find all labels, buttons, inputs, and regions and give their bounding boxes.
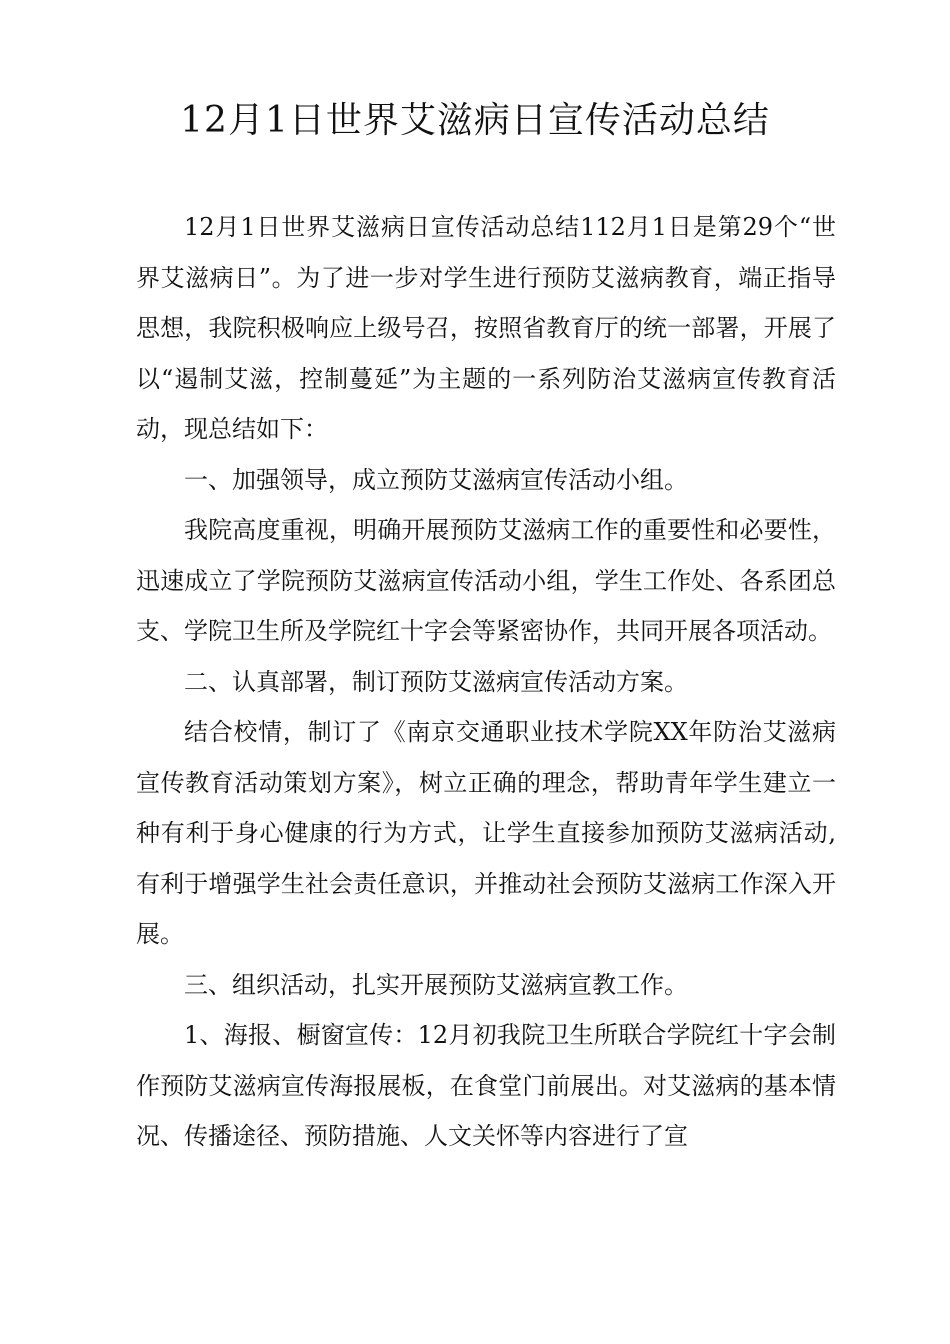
document-title: 12月1日世界艾滋病日宣传活动总结 bbox=[180, 100, 770, 141]
paragraph-intro: 12月1日世界艾滋病日宣传活动总结112月1日是第29个“世界艾滋病日”。为了进一步对学生进行预防艾滋病教育，端正指导思想，我院积极响应上级号召，按照省教育厅的统一部署，开展了以“遏制艾滋，控制蔓延”为主题的一系列防治艾滋病宣传教育活动，现总结如下： bbox=[136, 213, 836, 443]
paragraph-section-3-item-1: 1、海报、橱窗宣传：12月初我院卫生所联合学院红十字会制作预防艾滋病宣传海报展板，在食堂门前展出。对艾滋病的基本情况、传播途径、预防措施、人文关怀等内容进行了宣 bbox=[136, 1021, 836, 1150]
document-body bbox=[136, 202, 836, 1162]
section-heading-2: 二、认真部署，制订预防艾滋病宣传活动方案。 bbox=[184, 667, 688, 696]
paragraph-section-2: 结合校情，制订了《南京交通职业技术学院XX年防治艾滋病宣传教育活动策划方案》，树立正确的理念，帮助青年学生建立一种有利于身心健康的行为方式，让学生直接参加预防艾滋病活动,有利于增强学生社会责任意识，并推动社会预防艾滋病工作深入开展。 bbox=[136, 718, 836, 948]
section-heading-1: 一、加强领导，成立预防艾滋病宣传活动小组。 bbox=[184, 465, 688, 494]
section-heading-3: 三、组织活动，扎实开展预防艾滋病宣教工作。 bbox=[184, 970, 688, 999]
paragraph-section-1: 我院高度重视，明确开展预防艾滋病工作的重要性和必要性，迅速成立了学院预防艾滋病宣传活动小组，学生工作处、各系团总支、学院卫生所及学院红十字会等紧密协作，共同开展各项活动。 bbox=[136, 516, 836, 645]
